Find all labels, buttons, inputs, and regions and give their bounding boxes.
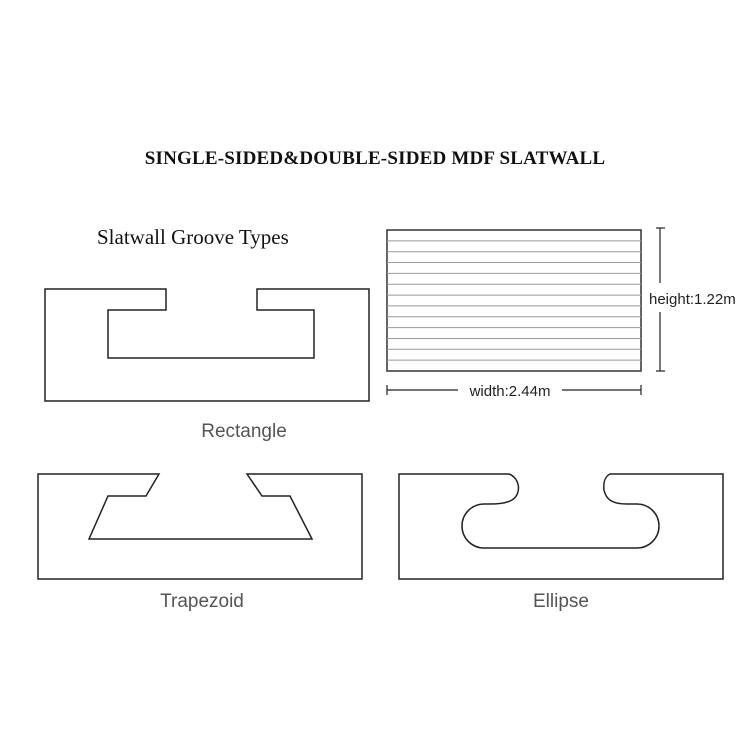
slatwall-panel	[387, 230, 641, 371]
page-title: SINGLE-SIDED&DOUBLE-SIDED MDF SLATWALL	[144, 148, 606, 169]
width-label: width:2.44m	[469, 383, 551, 400]
trapezoid-label: Trapezoid	[160, 591, 244, 612]
groove-types-heading: Slatwall Groove Types	[97, 225, 289, 249]
rectangle-groove-profile	[45, 289, 369, 401]
rectangle-label: Rectangle	[201, 421, 287, 442]
panel-groove-lines	[387, 241, 641, 360]
ellipse-groove-profile	[399, 474, 723, 579]
trapezoid-groove-profile	[38, 474, 362, 579]
height-label: height:1.22m	[649, 291, 736, 308]
ellipse-label: Ellipse	[533, 591, 589, 612]
